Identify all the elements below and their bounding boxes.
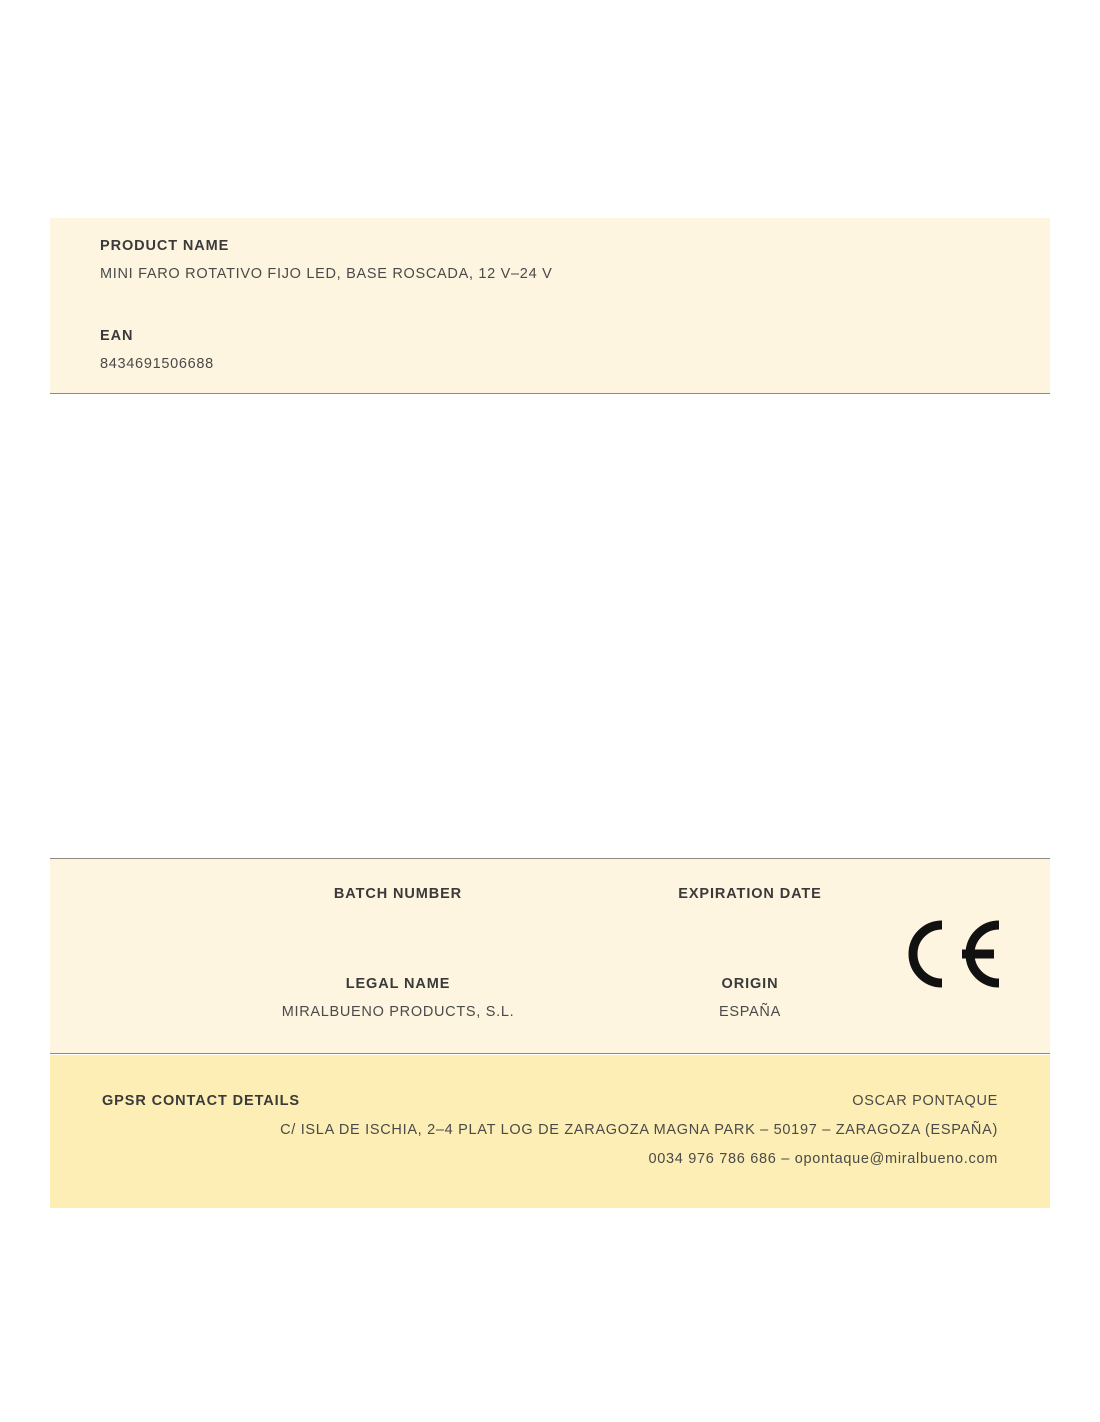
expiration-date-label: EXPIRATION DATE — [678, 886, 822, 902]
legal-name-label: LEGAL NAME — [345, 976, 451, 992]
product-info-block — [50, 218, 1050, 394]
blank-content-area — [50, 394, 1050, 858]
ce-mark-icon — [902, 919, 1002, 989]
gpsr-contact-block — [50, 1055, 1050, 1208]
batch-legal-block — [50, 858, 1050, 1054]
batch-number-label: BATCH NUMBER — [333, 886, 463, 902]
gpsr-contact-details-label: GPSR CONTACT DETAILS — [102, 1093, 300, 1109]
legal-name-value: MIRALBUENO PRODUCTS, S.L. — [281, 1004, 515, 1020]
gpsr-contact-name: OSCAR PONTAQUE — [852, 1093, 998, 1109]
gpsr-phone-email: 0034 976 786 686 – opontaque@miralbueno.com — [648, 1151, 998, 1167]
ean-label: EAN — [100, 328, 134, 344]
gpsr-address: C/ ISLA DE ISCHIA, 2–4 PLAT LOG DE ZARAGOZA MAGNA PARK – 50197 – ZARAGOZA (ESPAÑA) — [280, 1122, 998, 1138]
origin-label: ORIGIN — [721, 976, 779, 992]
ean-value: 8434691506688 — [100, 356, 214, 372]
origin-value: ESPAÑA — [719, 1004, 781, 1020]
product-name-value: MINI FARO ROTATIVO FIJO LED, BASE ROSCADA, 12 V–24 V — [100, 266, 553, 282]
product-name-label: PRODUCT NAME — [100, 238, 230, 254]
